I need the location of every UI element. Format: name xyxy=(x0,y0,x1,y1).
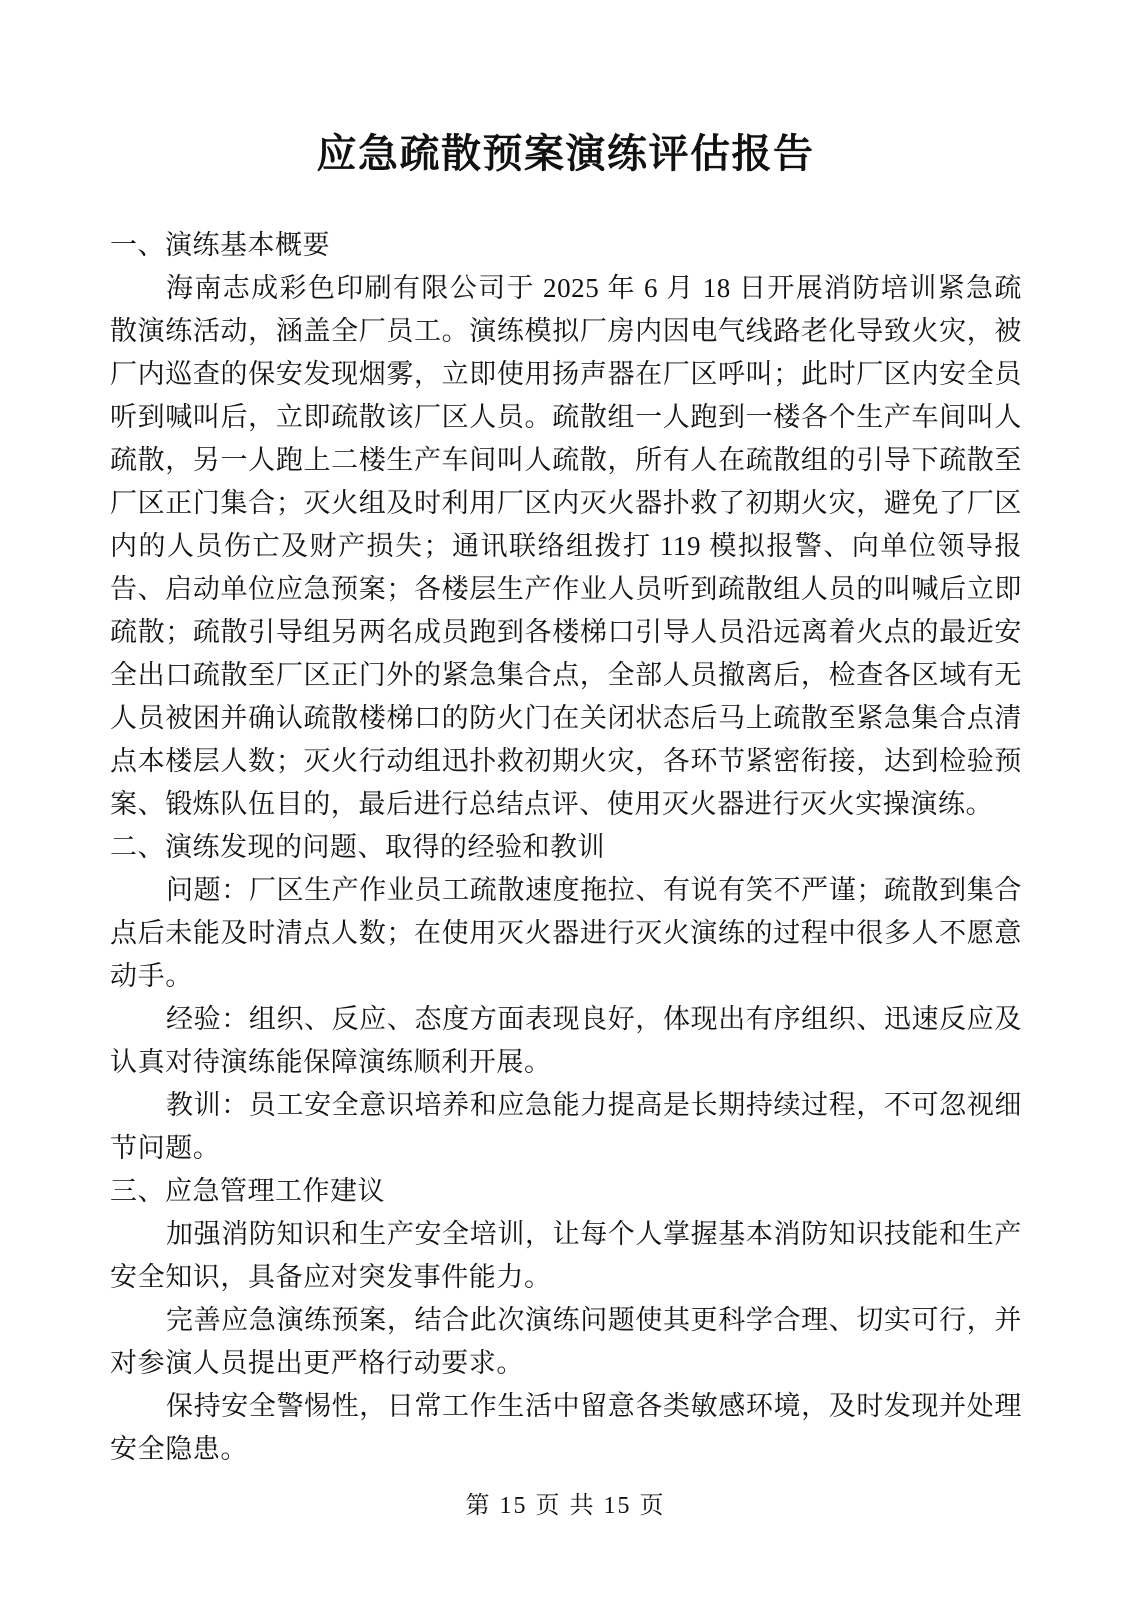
section-heading-2: 二、演练发现的问题、取得的经验和教训 xyxy=(110,832,605,862)
section-3-paragraph-1: 加强消防知识和生产安全培训，让每个人掌握基本消防知识技能和生产安全知识，具备应对突发事件能力。 xyxy=(110,1219,1022,1292)
section-heading-3: 三、应急管理工作建议 xyxy=(110,1176,385,1206)
section-1-paragraph-1: 海南志成彩色印刷有限公司于 2025 年 6 月 18 日开展消防培训紧急疏散演练活动，涵盖全厂员工。演练模拟厂房内因电气线路老化导致火灾，被厂内巡查的保安发现烟雾，立即使用扬声器在厂区呼叫；此时厂区内安全员听到喊叫后，立即疏散该厂区人员。疏散组一人跑到一楼各个生产车间叫人疏散，另一人跑上二楼生产车间叫人疏散，所有人在疏散组的引导下疏散至厂区正门集合；灭火组及时利用厂区内灭火器扑救了初期火灾，避免了厂区内的人员伤亡及财产损失；通讯联络组拨打 119 模拟报警、向单位领导报告、启动单位应急预案；各楼层生产作业人员听到疏散组人员的叫喊后立即疏散；疏散引导组另两名成员跑到各楼梯口引导人员沿远离着火点的最近安全出口疏散至厂区正门外的紧急集合点，全部人员撤离后，检查各区域有无人员被困并确认疏散楼梯口的防火门在关闭状态后马上疏散至紧急集合点清点本楼层人数；灭火行动组迅扑救初期火灾，各环节紧密衔接，达到检验预案、锻炼队伍目的，最后进行总结点评、使用灭火器进行灭火实操演练。 xyxy=(110,273,1022,819)
section-3-paragraph-2: 完善应急演练预案，结合此次演练问题使其更科学合理、切实可行，并对参演人员提出更严格行动要求。 xyxy=(110,1305,1022,1378)
section-2-paragraph-3: 教训：员工安全意识培养和应急能力提高是长期持续过程，不可忽视细节问题。 xyxy=(110,1090,1022,1163)
section-3-paragraph-3: 保持安全警惕性，日常工作生活中留意各类敏感环境，及时发现并处理安全隐患。 xyxy=(110,1391,1022,1464)
section-heading-1: 一、演练基本概要 xyxy=(110,230,330,260)
document-body xyxy=(110,224,1022,1471)
page-number-footer: 第 15 页 共 15 页 xyxy=(465,1493,666,1519)
page-title: 应急疏散预案演练评估报告 xyxy=(316,130,815,177)
section-2-paragraph-1: 问题：厂区生产作业员工疏散速度拖拉、有说有笑不严谨；疏散到集合点后未能及时清点人数；在使用灭火器进行灭火演练的过程中很多人不愿意动手。 xyxy=(110,875,1022,991)
section-2-paragraph-2: 经验：组织、反应、态度方面表现良好，体现出有序组织、迅速反应及认真对待演练能保障演练顺利开展。 xyxy=(110,1004,1022,1077)
